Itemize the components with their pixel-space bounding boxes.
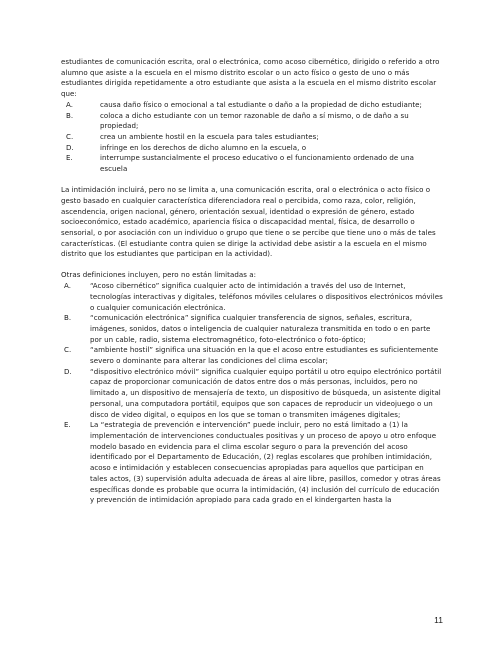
list-item (61, 420, 443, 506)
list-item (61, 345, 443, 366)
list-item-text: crea un ambiente hostil en la escuela para tales estudiantes; (100, 131, 319, 141)
list-item (61, 313, 443, 345)
page-body (61, 57, 443, 506)
list-item (61, 367, 443, 421)
list-item-text: “dispositivo electrónico móvil” significa cualquier equipo portátil u otro equipo electrónico portátil capaz de proporcionar comunicación de datos entre dos o más personas, incluidos, pero no limitado a, un dispositivo de mensajería de texto, un dispositivo de búsqueda, un asistente digital personal, una computadora portátil, equipos que son capaces de reproducir un videojuego o un disco de video digital, o equipos en los que se toman o transmiten imágenes digitales; (90, 366, 442, 419)
list-marker: E. (64, 420, 71, 430)
list-marker: B. (66, 110, 74, 120)
list-item-text: La “estrategia de prevención e intervención” puede incluir, pero no está limitado a (1) la implementación de intervenciones conductuales positivas y un proceso de apoyo u otro enfoque modelo basado en evidencia para el clima escolar seguro o para la prevención del acoso identificado por el Departamento de Educación, (2) reglas escolares que prohíben intimidación, acoso e intimidación y establecen consecuencias apropiadas para aquellos que participan en tales actos, (3) supervisión adulta adecuada de áreas al aire libre, pasillos, comedor y otras áreas específicas donde es probable que ocurra la intimidación, (4) inclusión del currículo de educación y prevención de intimidación apropiado para cada grado en el kindergarten hasta la (90, 420, 441, 505)
list-item (61, 281, 443, 313)
list-marker: A. (64, 281, 72, 291)
list-marker: D. (66, 142, 74, 152)
bullying-definition-paragraph: La intimidación incluirá, pero no se limita a, una comunicación escrita, oral o electrónica o acto físico o gesto basado en cualquier característica diferenciadora real o percibida, como raza, color, religión, ascendencia, origen nacional, género, orientación sexual, identidad o expresión de género, estado socioeconómico, estado académico, apariencia física o discapacidad mental, física, de desarrollo o sensorial, o por asociación con un individuo o grupo que tiene o se percibe que tiene uno o más de tales características. (El estudiante contra quien se dirige la actividad debe asistir a la escuela en el mismo distrito que los estudiantes que participan en la actividad). (61, 185, 436, 259)
list-item (61, 111, 443, 132)
list-item-text: causa daño físico o emocional a tal estudiante o daño a la propiedad de dicho estudiante; (100, 99, 422, 109)
page-number: 11 (434, 615, 443, 625)
list-marker: D. (64, 366, 72, 376)
other-definitions-heading: Otras definiciones incluyen, pero no están limitadas a: (61, 270, 257, 280)
list-item (61, 100, 443, 111)
list-marker: B. (64, 313, 72, 323)
list-item-text: interrumpe sustancialmente el proceso educativo o el funcionamiento ordenado de una escuela (100, 153, 414, 174)
harm-criteria-list (61, 100, 443, 175)
list-marker: C. (66, 131, 74, 141)
list-item-text: “ambiente hostil” significa una situación en la que el acoso entre estudiantes es suficientemente severo o dominante para alterar las condiciones del clima escolar; (90, 345, 439, 366)
list-marker: C. (64, 345, 72, 355)
list-marker: A. (66, 99, 74, 109)
list-marker: E. (66, 153, 73, 163)
list-item (61, 153, 443, 174)
list-item-text: “comunicación electrónica” significa cualquier transferencia de signos, señales, escritura, imágenes, sonidos, datos o inteligencia de cualquier naturaleza transmitida en todo o en parte por un cable, radio, sistema electromagnético, foto-electrónico o foto-óptico; (90, 313, 431, 344)
list-item-text: infringe en los derechos de dicho alumno en la escuela, o (100, 142, 307, 152)
intro-paragraph: estudiantes de comunicación escrita, oral o electrónica, como acoso cibernético, dirigido o referido a otro alumno que asiste a la escuela en el mismo distrito escolar o un acto físico o gesto de uno o más estudiantes dirigida repetidamente a otro estudiante que asista a la escuela en el mismo distrito escolar que: (61, 57, 440, 99)
definitions-list (61, 281, 443, 506)
list-item (61, 132, 443, 143)
list-item-text: coloca a dicho estudiante con un temor razonable de daño a sí mismo, o de daño a su propiedad; (100, 110, 409, 131)
list-item-text: “Acoso cibernético” significa cualquier acto de intimidación a través del uso de Internet, tecnologías interactivas y digitales, teléfonos móviles celulares o dispositivos electrónicos móviles o cualquier comunicación electrónica. (90, 281, 443, 312)
list-item (61, 143, 443, 154)
